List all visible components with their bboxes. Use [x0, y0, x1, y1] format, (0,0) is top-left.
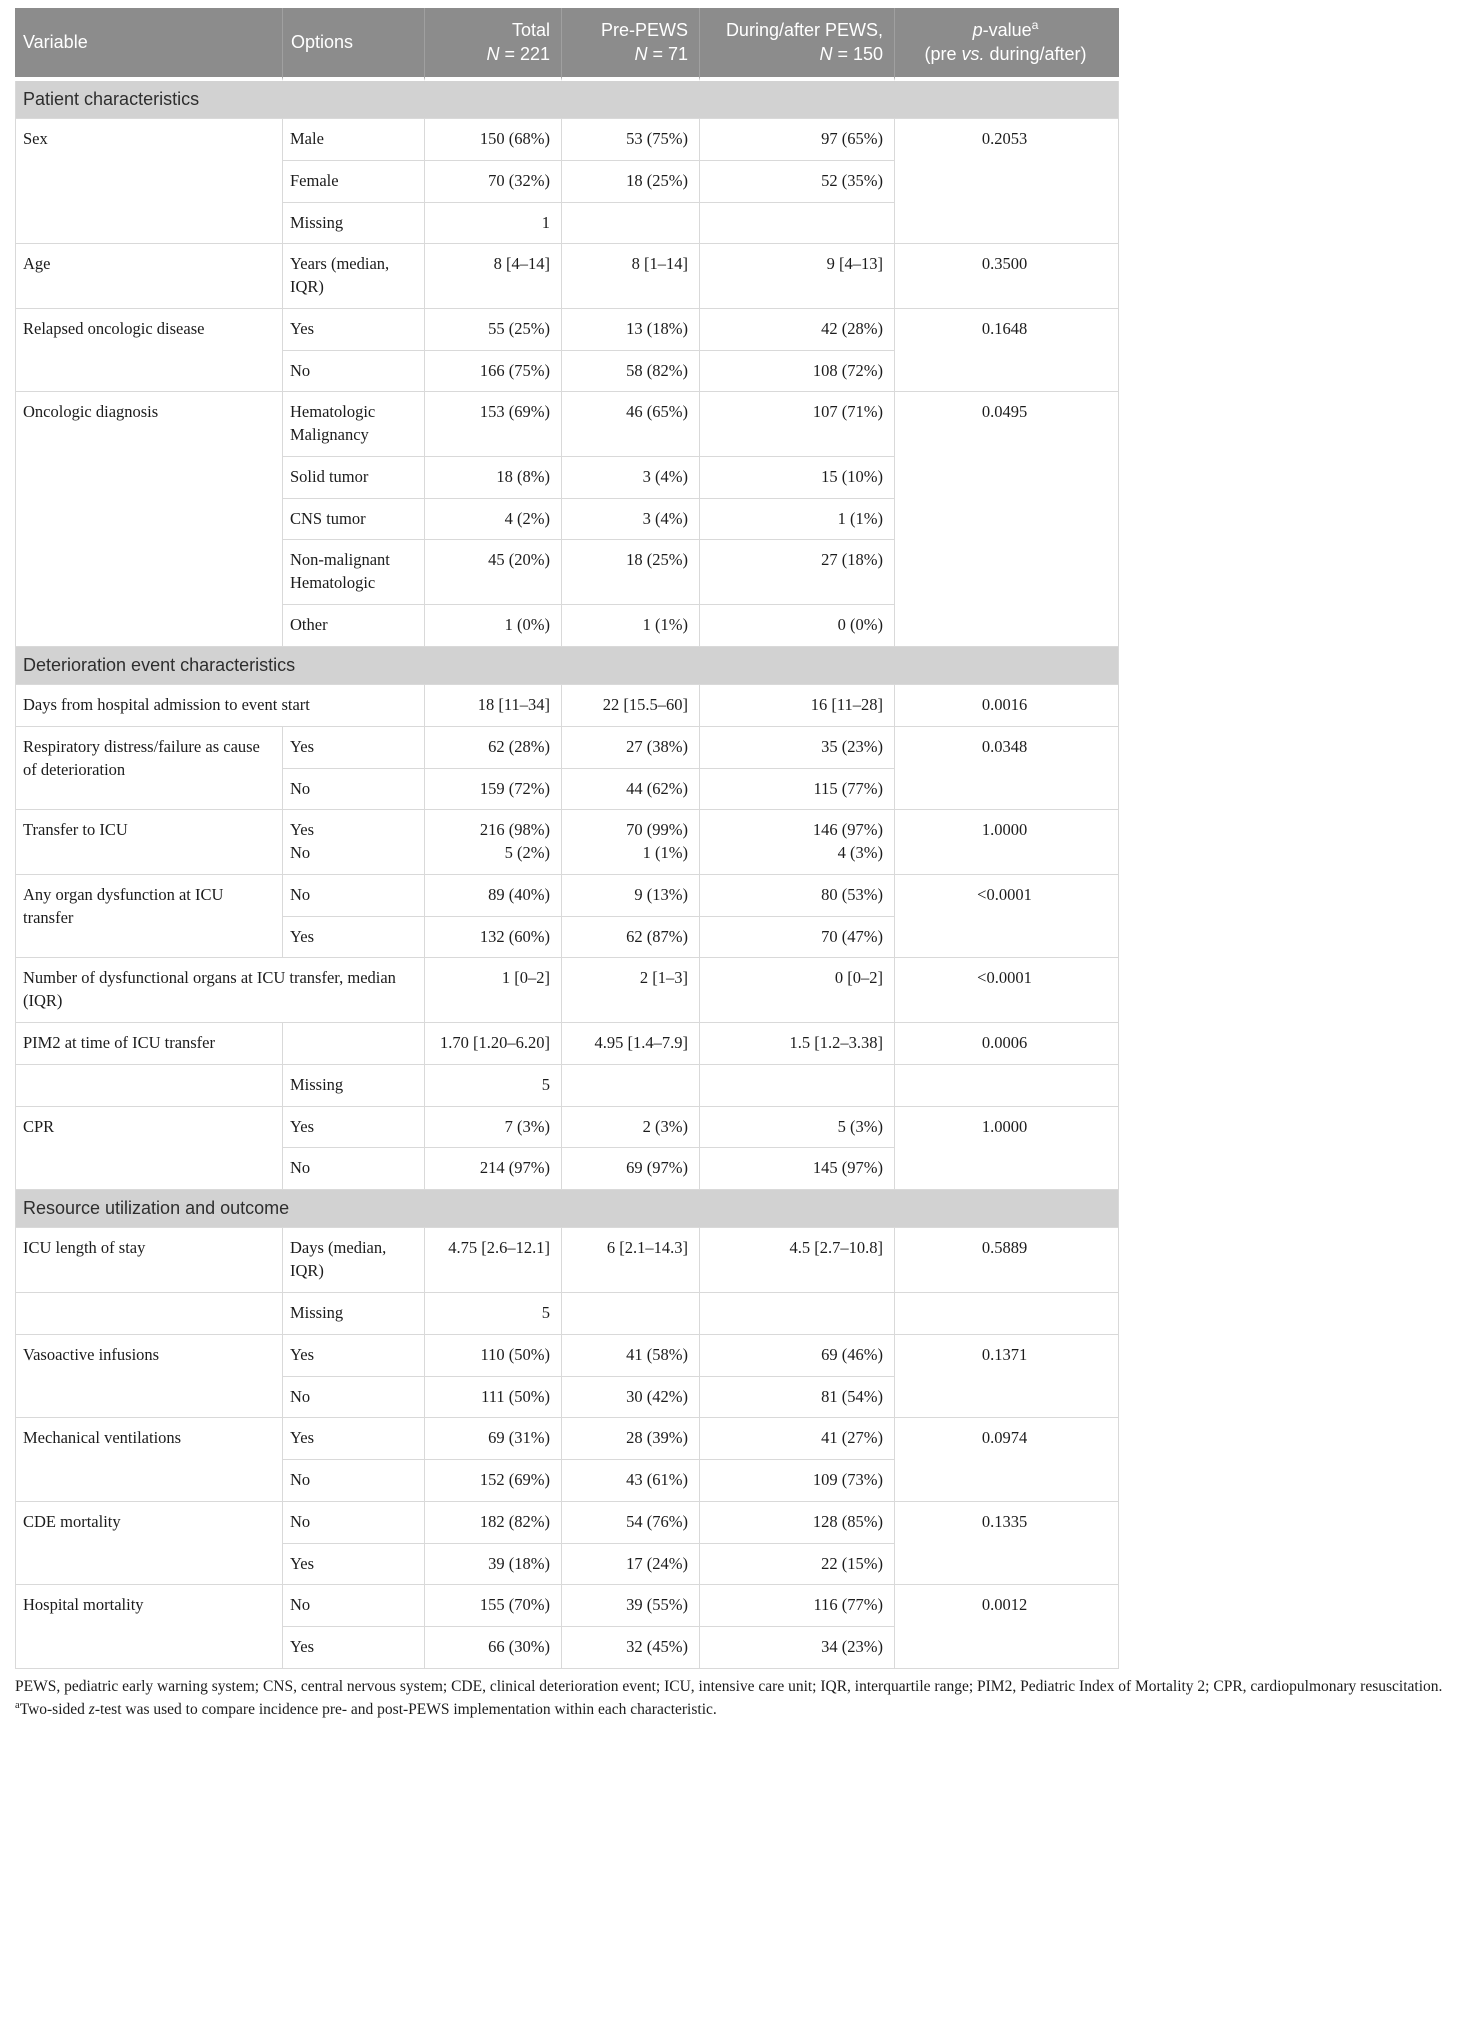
header-during-line1: During/after PEWS, — [725, 20, 883, 40]
cell-during-pews: 0 [0–2] — [700, 958, 895, 1023]
footnote-marker: a — [15, 1699, 20, 1711]
cell-total: 110 (50%) — [425, 1335, 562, 1377]
characteristics-table — [15, 8, 1119, 1669]
cell-total: 166 (75%) — [425, 351, 562, 393]
table-row — [15, 958, 1119, 1023]
cell-during-pews: 41 (27%) — [700, 1418, 895, 1460]
cell-during-pews: 22 (15%) — [700, 1544, 895, 1586]
cell-total: 111 (50%) — [425, 1377, 562, 1419]
header-total-line2: N = 221 — [486, 44, 550, 65]
cell-option: Missing — [283, 1065, 425, 1107]
table-row — [15, 392, 1119, 457]
cell-option: Yes — [283, 1107, 425, 1149]
table-row — [15, 1335, 1119, 1377]
table-row — [15, 875, 1119, 917]
cell-variable: Any organ dysfunction at ICU transfer — [15, 875, 283, 959]
cell-total: 1 — [425, 203, 562, 245]
cell-pre-pews: 69 (97%) — [562, 1148, 700, 1190]
cell-option: Other — [283, 605, 425, 647]
cell-option: Solid tumor — [283, 457, 425, 499]
table-header-row — [15, 8, 1119, 81]
cell-p-value: 0.2053 — [895, 119, 1119, 244]
table-row — [15, 1065, 1119, 1107]
cell-option: No — [283, 875, 425, 917]
cell-variable — [15, 1065, 283, 1107]
cell-p-value: 1.0000 — [895, 1107, 1119, 1191]
cell-pre-pews-stacked: 70 (99%) 1 (1%) — [562, 810, 700, 875]
cell-pre-pews: 4.95 [1.4–7.9] — [562, 1023, 700, 1065]
cell-total-stacked: 216 (98%) 5 (2%) — [425, 810, 562, 875]
cell-total: 1.70 [1.20–6.20] — [425, 1023, 562, 1065]
section-row — [15, 647, 1119, 685]
footnotes — [15, 1675, 1447, 1722]
table-row — [15, 727, 1119, 769]
header-pre-pews — [562, 8, 700, 81]
cell-during-pews: 97 (65%) — [700, 119, 895, 161]
cell-variable: CPR — [15, 1107, 283, 1191]
cell-option-stacked: Yes No — [283, 810, 425, 875]
cell-p-value: 0.0012 — [895, 1585, 1119, 1669]
header-pre-line2: N = 71 — [634, 44, 688, 65]
cell-option: Female — [283, 161, 425, 203]
cell-option: Yes — [283, 1418, 425, 1460]
cell-total: 1 (0%) — [425, 605, 562, 647]
table-row — [15, 1293, 1119, 1335]
cell-total: 69 (31%) — [425, 1418, 562, 1460]
table-row — [15, 1502, 1119, 1544]
cell-variable: Mechanical ventilations — [15, 1418, 283, 1502]
cell-pre-pews: 43 (61%) — [562, 1460, 700, 1502]
cell-during-pews: 115 (77%) — [700, 769, 895, 811]
cell-p-value: 0.5889 — [895, 1228, 1119, 1293]
cell-during-pews: 4.5 [2.7–10.8] — [700, 1228, 895, 1293]
cell-total: 45 (20%) — [425, 540, 562, 605]
table-row — [15, 1418, 1119, 1460]
cell-during-pews: 15 (10%) — [700, 457, 895, 499]
cell-pre-pews: 41 (58%) — [562, 1335, 700, 1377]
cell-during-pews: 128 (85%) — [700, 1502, 895, 1544]
cell-option: No — [283, 1502, 425, 1544]
table-row — [15, 309, 1119, 351]
table-row — [15, 1107, 1119, 1149]
cell-variable: PIM2 at time of ICU transfer — [15, 1023, 283, 1065]
cell-during-pews: 108 (72%) — [700, 351, 895, 393]
cell-total: 18 [11–34] — [425, 685, 562, 727]
cell-during-pews: 52 (35%) — [700, 161, 895, 203]
cell-total: 8 [4–14] — [425, 244, 562, 309]
cell-variable: Relapsed oncologic disease — [15, 309, 283, 393]
cell-p-value: <0.0001 — [895, 875, 1119, 959]
cell-variable: Transfer to ICU — [15, 810, 283, 875]
cell-pre-pews: 18 (25%) — [562, 161, 700, 203]
cell-during-pews: 107 (71%) — [700, 392, 895, 457]
cell-pre-pews: 53 (75%) — [562, 119, 700, 161]
cell-during-pews: 42 (28%) — [700, 309, 895, 351]
cell-option: No — [283, 351, 425, 393]
cell-p-value: 0.0348 — [895, 727, 1119, 811]
table-row — [15, 119, 1119, 161]
cell-total: 62 (28%) — [425, 727, 562, 769]
cell-p-value: 0.0006 — [895, 1023, 1119, 1065]
cell-p-value: <0.0001 — [895, 958, 1119, 1023]
cell-option: Yes — [283, 1544, 425, 1586]
section-title: Resource utilization and outcome — [15, 1190, 1119, 1228]
table-row — [15, 685, 1119, 727]
cell-during-pews: 145 (97%) — [700, 1148, 895, 1190]
section-title: Patient characteristics — [15, 81, 1119, 119]
cell-pre-pews — [562, 1293, 700, 1335]
cell-pre-pews: 8 [1–14] — [562, 244, 700, 309]
cell-p-value: 0.0495 — [895, 392, 1119, 646]
cell-variable: CDE mortality — [15, 1502, 283, 1586]
cell-variable: Sex — [15, 119, 283, 244]
cell-option: Non-malignant Hematologic — [283, 540, 425, 605]
cell-total: 4.75 [2.6–12.1] — [425, 1228, 562, 1293]
cell-pre-pews: 22 [15.5–60] — [562, 685, 700, 727]
cell-total: 152 (69%) — [425, 1460, 562, 1502]
cell-option: Yes — [283, 727, 425, 769]
cell-option: No — [283, 769, 425, 811]
cell-pre-pews: 27 (38%) — [562, 727, 700, 769]
table-row — [15, 1023, 1119, 1065]
cell-during-pews: 1.5 [1.2–3.38] — [700, 1023, 895, 1065]
cell-option: No — [283, 1377, 425, 1419]
cell-option: Years (median, IQR) — [283, 244, 425, 309]
cell-during-pews: 109 (73%) — [700, 1460, 895, 1502]
cell-variable: Hospital mortality — [15, 1585, 283, 1669]
cell-pre-pews: 3 (4%) — [562, 499, 700, 541]
cell-during-pews: 27 (18%) — [700, 540, 895, 605]
table-row — [15, 810, 1119, 875]
cell-variable: Days from hospital admission to event start — [15, 685, 425, 727]
cell-p-value: 1.0000 — [895, 810, 1119, 875]
cell-option: Yes — [283, 917, 425, 959]
cell-during-pews-stacked: 146 (97%) 4 (3%) — [700, 810, 895, 875]
footnote-statistical-test: $^a$Two-sided z-test was used to compare incidence pre- and post-PEWS implementation within each characteristic. — [15, 1699, 717, 1719]
cell-option: Days (median, IQR) — [283, 1228, 425, 1293]
section-title: Deterioration event characteristics — [15, 647, 1119, 685]
cell-during-pews: 16 [11–28] — [700, 685, 895, 727]
cell-total: 7 (3%) — [425, 1107, 562, 1149]
cell-variable: ICU length of stay — [15, 1228, 283, 1293]
cell-variable: Number of dysfunctional organs at ICU transfer, median (IQR) — [15, 958, 425, 1023]
cell-variable: Oncologic diagnosis — [15, 392, 283, 646]
cell-pre-pews: 39 (55%) — [562, 1585, 700, 1627]
header-p-value — [895, 8, 1119, 81]
header-during-pews — [700, 8, 895, 81]
cell-during-pews: 5 (3%) — [700, 1107, 895, 1149]
cell-pre-pews: 54 (76%) — [562, 1502, 700, 1544]
cell-during-pews: 70 (47%) — [700, 917, 895, 959]
section-row — [15, 81, 1119, 119]
cell-total: 55 (25%) — [425, 309, 562, 351]
cell-total: 1 [0–2] — [425, 958, 562, 1023]
cell-total: 153 (69%) — [425, 392, 562, 457]
cell-total: 70 (32%) — [425, 161, 562, 203]
cell-total: 18 (8%) — [425, 457, 562, 499]
cell-pre-pews: 2 (3%) — [562, 1107, 700, 1149]
cell-pre-pews — [562, 1065, 700, 1107]
cell-pre-pews: 17 (24%) — [562, 1544, 700, 1586]
cell-p-value: 0.0974 — [895, 1418, 1119, 1502]
cell-during-pews: 0 (0%) — [700, 605, 895, 647]
cell-total: 155 (70%) — [425, 1585, 562, 1627]
cell-total: 132 (60%) — [425, 917, 562, 959]
cell-p-value: 0.1335 — [895, 1502, 1119, 1586]
cell-pre-pews: 30 (42%) — [562, 1377, 700, 1419]
cell-during-pews: 80 (53%) — [700, 875, 895, 917]
cell-p-value — [895, 1293, 1119, 1335]
cell-pre-pews: 46 (65%) — [562, 392, 700, 457]
table-row — [15, 244, 1119, 309]
cell-variable: Respiratory distress/failure as cause of deterioration — [15, 727, 283, 811]
cell-option: No — [283, 1585, 425, 1627]
cell-during-pews: 34 (23%) — [700, 1627, 895, 1669]
cell-pre-pews: 32 (45%) — [562, 1627, 700, 1669]
cell-option: No — [283, 1460, 425, 1502]
cell-during-pews: 69 (46%) — [700, 1335, 895, 1377]
cell-total: 5 — [425, 1293, 562, 1335]
header-total — [425, 8, 562, 81]
cell-during-pews: 81 (54%) — [700, 1377, 895, 1419]
cell-option: Yes — [283, 1627, 425, 1669]
cell-during-pews: 116 (77%) — [700, 1585, 895, 1627]
cell-option: Missing — [283, 203, 425, 245]
cell-pre-pews — [562, 203, 700, 245]
cell-pre-pews: 62 (87%) — [562, 917, 700, 959]
header-p-line2: (pre vs. during/after) — [924, 44, 1087, 65]
cell-during-pews — [700, 1293, 895, 1335]
cell-pre-pews: 3 (4%) — [562, 457, 700, 499]
cell-p-value — [895, 1065, 1119, 1107]
cell-pre-pews: 13 (18%) — [562, 309, 700, 351]
cell-pre-pews: 1 (1%) — [562, 605, 700, 647]
cell-pre-pews: 6 [2.1–14.3] — [562, 1228, 700, 1293]
cell-total: 39 (18%) — [425, 1544, 562, 1586]
header-p-line1: p-value$^a$ — [972, 18, 1039, 40]
header-variable: Variable — [15, 8, 283, 81]
table-row — [15, 1585, 1119, 1627]
cell-during-pews — [700, 1065, 895, 1107]
cell-option: Hematologic Malignancy — [283, 392, 425, 457]
cell-total: 182 (82%) — [425, 1502, 562, 1544]
cell-pre-pews: 28 (39%) — [562, 1418, 700, 1460]
cell-total: 214 (97%) — [425, 1148, 562, 1190]
footnote-abbreviations: PEWS, pediatric early warning system; CNS, central nervous system; CDE, clinical deterioration event; ICU, intensive care unit; IQR, interquartile range; PIM2, Pediatric Index of Mortality 2; CPR, cardiopulmonary resuscitation. — [15, 1677, 1443, 1695]
cell-during-pews: 9 [4–13] — [700, 244, 895, 309]
cell-pre-pews: 44 (62%) — [562, 769, 700, 811]
cell-option: No — [283, 1148, 425, 1190]
cell-pre-pews: 58 (82%) — [562, 351, 700, 393]
cell-total: 4 (2%) — [425, 499, 562, 541]
cell-p-value: 0.1371 — [895, 1335, 1119, 1419]
header-during-line2: N = 150 — [819, 44, 883, 65]
header-total-line1: Total — [511, 20, 550, 40]
cell-variable: Age — [15, 244, 283, 309]
header-options: Options — [283, 8, 425, 81]
cell-during-pews — [700, 203, 895, 245]
section-row — [15, 1190, 1119, 1228]
cell-total: 89 (40%) — [425, 875, 562, 917]
cell-option: Male — [283, 119, 425, 161]
cell-pre-pews: 9 (13%) — [562, 875, 700, 917]
cell-option: CNS tumor — [283, 499, 425, 541]
table-row — [15, 1228, 1119, 1293]
cell-total: 66 (30%) — [425, 1627, 562, 1669]
cell-total: 150 (68%) — [425, 119, 562, 161]
cell-p-value: 0.0016 — [895, 685, 1119, 727]
cell-option — [283, 1023, 425, 1065]
cell-option: Yes — [283, 1335, 425, 1377]
cell-option: Yes — [283, 309, 425, 351]
cell-p-value: 0.1648 — [895, 309, 1119, 393]
cell-p-value: 0.3500 — [895, 244, 1119, 309]
cell-during-pews: 35 (23%) — [700, 727, 895, 769]
cell-variable — [15, 1293, 283, 1335]
cell-total: 5 — [425, 1065, 562, 1107]
cell-option: Missing — [283, 1293, 425, 1335]
header-pre-line1: Pre-PEWS — [600, 20, 688, 40]
cell-total: 159 (72%) — [425, 769, 562, 811]
cell-pre-pews: 18 (25%) — [562, 540, 700, 605]
cell-variable: Vasoactive infusions — [15, 1335, 283, 1419]
cell-pre-pews: 2 [1–3] — [562, 958, 700, 1023]
cell-during-pews: 1 (1%) — [700, 499, 895, 541]
